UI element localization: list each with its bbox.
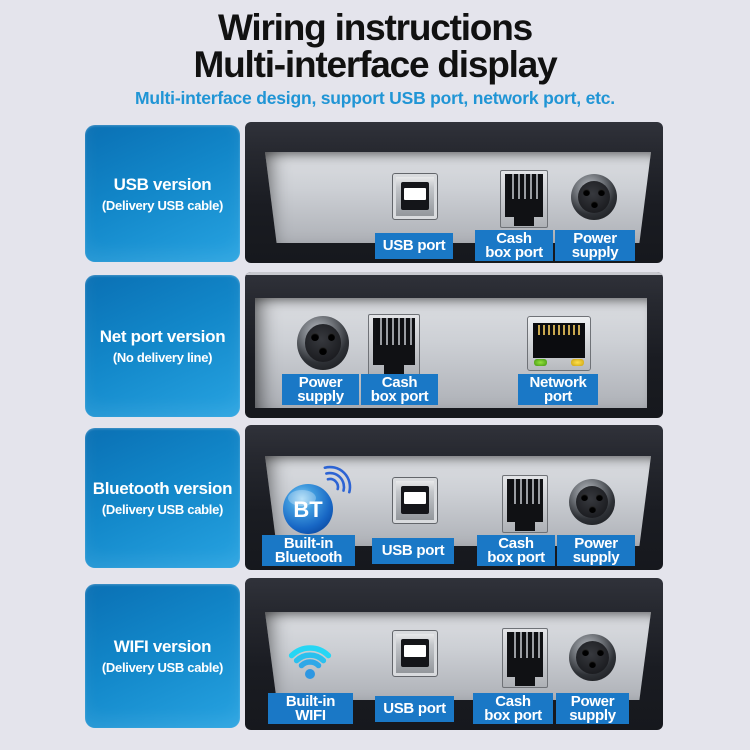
- label-power-supply: [557, 535, 635, 566]
- label-text: WIFI: [295, 706, 326, 724]
- rj11-contacts: [510, 632, 540, 658]
- usb-b-connector: [392, 630, 438, 677]
- din-pin: [596, 494, 603, 501]
- label-built-in-wifi: [268, 693, 353, 724]
- version-note: (No delivery line): [112, 350, 213, 365]
- label-cash-box-port: [477, 535, 555, 566]
- label-power-supply: [556, 693, 629, 724]
- label-text: box port: [487, 548, 545, 566]
- usb-b-pin: [404, 188, 426, 200]
- photo-wifi-version: [245, 578, 663, 730]
- label-text: Power: [298, 373, 343, 391]
- activity-led-yellow: [571, 359, 584, 366]
- version-note: (Delivery USB cable): [101, 197, 224, 213]
- version-title: WIFI version: [113, 637, 212, 656]
- label-usb-port: [375, 233, 453, 259]
- label-text: Power: [570, 692, 615, 710]
- label-text: Cash: [381, 373, 418, 391]
- wifi-icon: [280, 633, 340, 681]
- page-subtitle: Multi-interface design, support USB port, network port, etc.: [135, 88, 615, 108]
- din-face: [578, 181, 610, 213]
- bluetooth-icon: [281, 452, 363, 536]
- usb-b-connector: [392, 173, 438, 220]
- power-connector: [569, 479, 615, 525]
- rj11-tab: [514, 217, 534, 226]
- label-text: Built-in: [283, 534, 334, 552]
- version-box-net: [85, 275, 240, 417]
- label-text: box port: [484, 706, 542, 724]
- version-box-bluetooth: [85, 428, 240, 568]
- label-power-supply: [555, 230, 635, 261]
- din-pin: [589, 506, 596, 513]
- label-usb-port: [375, 696, 454, 722]
- cash-box-connector: [500, 170, 548, 228]
- version-title: Net port version: [99, 327, 226, 346]
- label-text: USB port: [381, 542, 445, 559]
- label-text: Network: [529, 373, 587, 391]
- version-box-wifi: [85, 584, 240, 728]
- din-face: [576, 641, 609, 674]
- label-cash-box-port: [361, 374, 438, 405]
- din-pin: [598, 189, 605, 196]
- usb-b-socket: [401, 486, 429, 514]
- usb-b-pin: [404, 645, 426, 657]
- power-connector: [569, 634, 616, 681]
- label-text: USB port: [383, 700, 446, 717]
- rj11-contacts: [508, 174, 540, 199]
- cash-box-connector: [502, 628, 548, 688]
- rj11-tab: [515, 522, 535, 531]
- label-text: Cash: [498, 534, 534, 552]
- version-note: (Delivery USB cable): [101, 660, 224, 675]
- label-text: supply: [571, 243, 619, 261]
- power-connector: [571, 174, 617, 220]
- rj11-tab: [515, 677, 535, 686]
- label-text: box port: [485, 243, 543, 261]
- usb-b-socket: [401, 639, 429, 667]
- usb-b-connector: [392, 477, 438, 524]
- version-title: Bluetooth version: [92, 479, 233, 498]
- panel-highlight: [245, 272, 663, 275]
- din-pin: [591, 201, 598, 208]
- din-pin: [582, 649, 589, 656]
- version-box-usb: [85, 125, 240, 262]
- link-led-green: [534, 359, 547, 366]
- label-network-port: [518, 374, 598, 405]
- label-text: Power: [573, 229, 617, 247]
- label-text: Power: [574, 534, 618, 552]
- cash-box-connector: [502, 475, 548, 533]
- label-text: supply: [297, 387, 344, 405]
- din-pin: [583, 189, 590, 196]
- din-pin: [597, 649, 604, 656]
- label-usb-port: [372, 538, 454, 564]
- network-connector: [527, 316, 591, 371]
- label-power-supply: [282, 374, 359, 405]
- version-note: (Delivery USB cable): [101, 502, 224, 517]
- rj11-tab: [384, 365, 404, 374]
- version-title: USB version: [113, 174, 212, 194]
- label-text: box port: [370, 387, 429, 405]
- din-pin: [581, 494, 588, 501]
- rj11-contacts: [376, 318, 412, 345]
- power-connector: [297, 316, 349, 370]
- label-built-in-bluetooth: [262, 535, 355, 566]
- label-text: Cash: [496, 229, 532, 247]
- cash-box-connector: [368, 314, 420, 376]
- din-face: [305, 324, 341, 362]
- usb-b-pin: [404, 492, 426, 504]
- photo-usb-version: [245, 122, 663, 263]
- label-text: port: [544, 387, 572, 405]
- photo-net-version: [245, 272, 663, 418]
- photo-bluetooth-version: [245, 425, 663, 570]
- bluetooth-badge-text: BT: [293, 497, 323, 522]
- label-text: Built-in: [285, 692, 336, 710]
- label-cash-box-port: [475, 230, 553, 261]
- label-text: supply: [569, 706, 616, 724]
- label-text: USB port: [382, 237, 446, 254]
- rj45-contacts: [538, 325, 580, 335]
- page-title-line2: Multi-interface display: [193, 44, 557, 85]
- label-text: supply: [572, 548, 620, 566]
- page-title-line1: Wiring instructions: [218, 7, 532, 48]
- usb-b-socket: [401, 182, 429, 210]
- label-cash-box-port: [473, 693, 553, 724]
- label-text: Cash: [495, 692, 531, 710]
- rj11-contacts: [510, 479, 540, 504]
- label-text: Bluetooth: [274, 548, 343, 566]
- din-face: [576, 486, 608, 518]
